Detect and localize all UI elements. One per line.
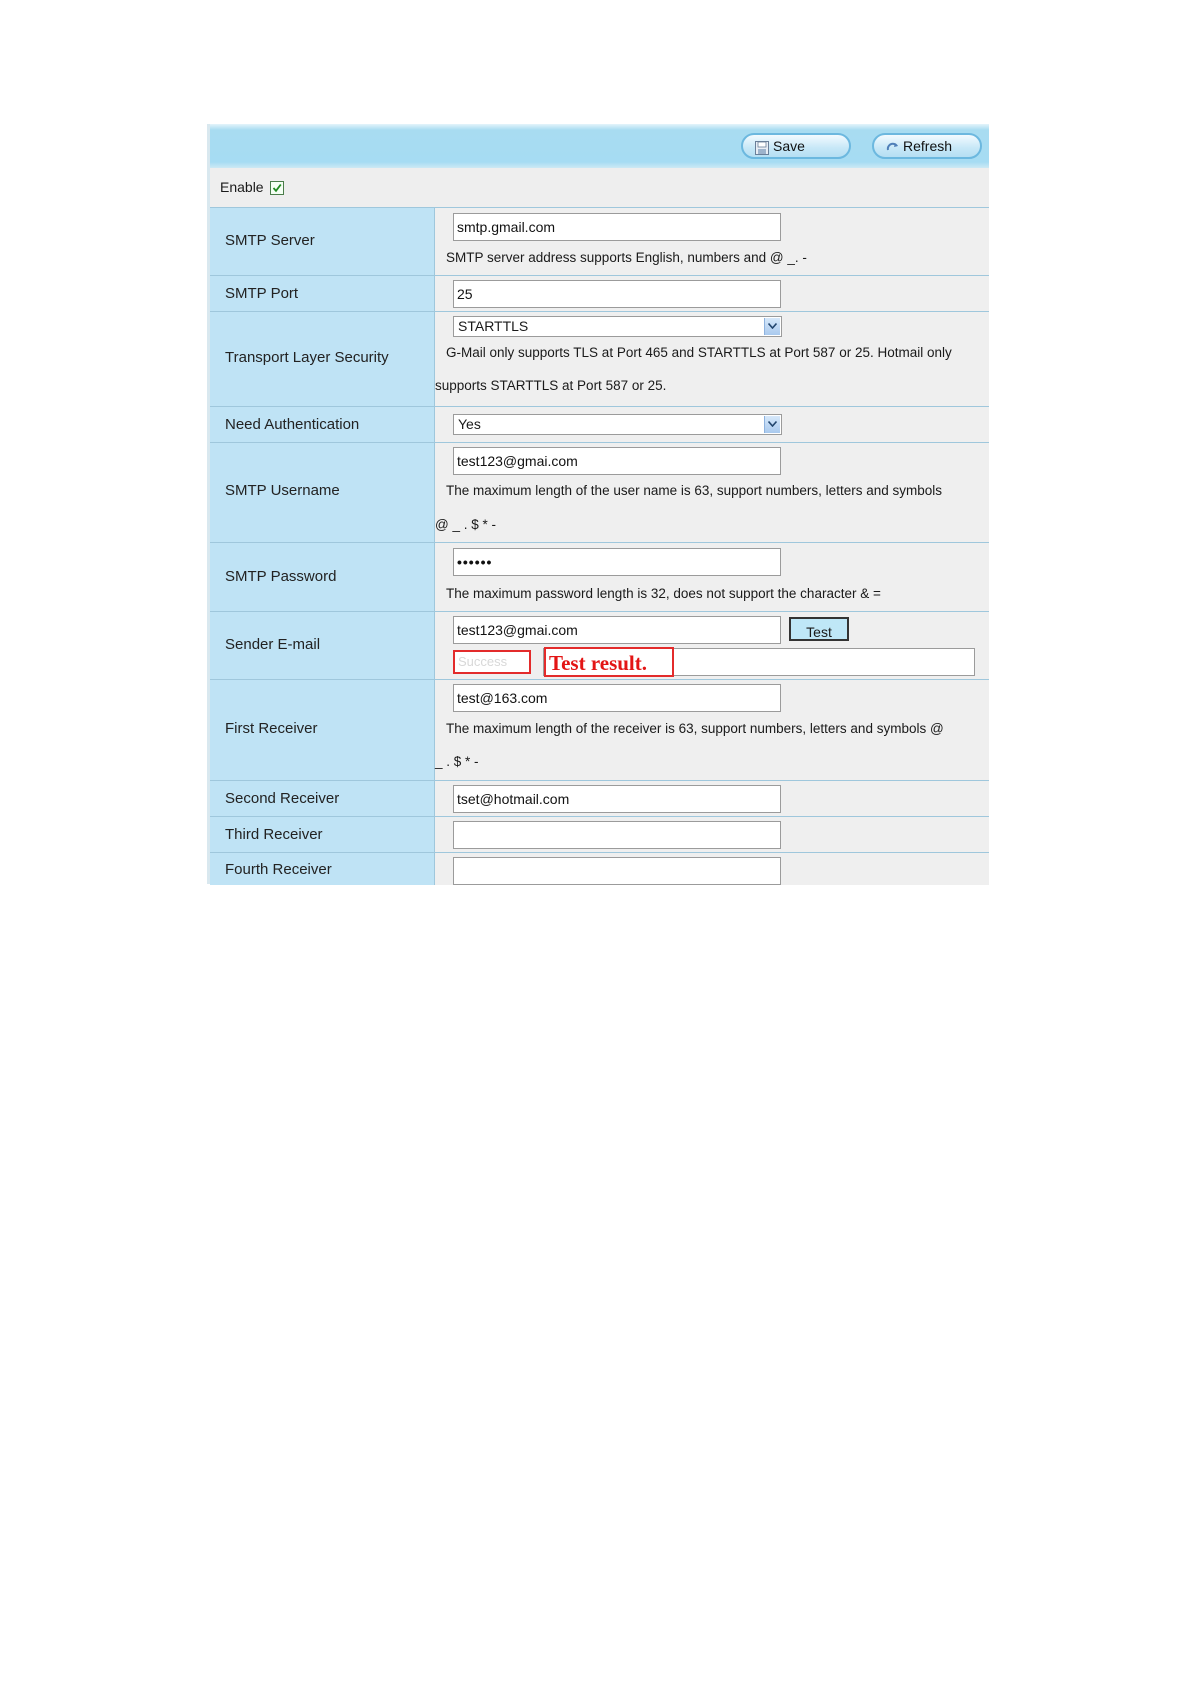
email-settings-panel [207,124,989,884]
test-status-field: Success [453,650,531,674]
save-button[interactable] [741,133,851,159]
smtp-username-hint-line2: @ _ . $ * - [435,517,496,532]
fourth-receiver-label: Fourth Receiver [225,861,332,878]
first-receiver-hint-line1: The maximum length of the receiver is 63, support numbers, letters and symbols @ [446,721,944,736]
row-third-receiver [210,816,989,852]
row-smtp-port [210,275,989,311]
save-icon [755,139,769,153]
refresh-button[interactable] [872,133,982,159]
test-result-annotation: Test result. [544,647,674,677]
smtp-username-hint-line1: The maximum length of the user name is 63, support numbers, letters and symbols [446,483,942,498]
need-auth-select[interactable] [453,414,782,435]
tls-label: Transport Layer Security [225,349,389,366]
first-receiver-label: First Receiver [225,720,318,737]
tls-select-value: STARTTLS [458,318,529,334]
smtp-username-input[interactable]: test123@gmai.com [453,447,781,475]
sender-email-label: Sender E-mail [225,636,321,653]
smtp-password-hint: The maximum password length is 32, does not support the character & = [446,586,881,601]
enable-checkbox[interactable] [270,181,284,195]
test-button[interactable]: Test [789,617,849,641]
tls-hint-line1: G-Mail only supports TLS at Port 465 and STARTTLS at Port 587 or 25. Hotmail only [446,345,952,360]
save-label: Save [773,138,805,154]
refresh-label: Refresh [903,138,953,154]
smtp-server-input[interactable]: smtp.gmail.com [453,213,781,241]
chevron-down-icon [764,318,780,335]
sender-email-input[interactable]: test123@gmai.com [453,616,781,644]
smtp-server-hint: SMTP server address supports English, numbers and @ _. - [446,250,807,265]
need-auth-label: Need Authentication [225,416,360,433]
second-receiver-input[interactable]: tset@hotmail.com [453,785,781,813]
row-need-auth [210,406,989,442]
row-smtp-server [210,207,989,275]
second-receiver-label: Second Receiver [225,790,340,807]
first-receiver-input[interactable]: test@163.com [453,684,781,712]
third-receiver-label: Third Receiver [225,826,323,843]
toolbar [210,124,989,168]
refresh-icon [886,139,900,153]
smtp-port-label: SMTP Port [225,285,299,302]
fourth-receiver-input[interactable] [453,857,781,885]
first-receiver-hint-line2: _ . $ * - [435,754,479,769]
enable-row [210,168,989,207]
smtp-password-input[interactable]: •••••• [453,548,781,576]
tls-hint-line2: supports STARTTLS at Port 587 or 25. [435,378,667,393]
checkmark-icon [272,183,282,193]
need-auth-select-value: Yes [458,416,481,432]
third-receiver-input[interactable] [453,821,781,849]
row-sender-email [210,611,989,679]
enable-label: Enable [220,179,264,195]
row-smtp-password [210,542,989,611]
row-smtp-username [210,442,989,542]
row-fourth-receiver [210,852,989,885]
row-first-receiver [210,679,989,780]
chevron-down-icon [764,416,780,433]
row-tls [210,311,989,406]
smtp-server-label: SMTP Server [225,232,315,249]
tls-select[interactable] [453,316,782,337]
row-second-receiver [210,780,989,816]
smtp-password-label: SMTP Password [225,568,337,585]
smtp-username-label: SMTP Username [225,482,340,499]
smtp-port-input[interactable]: 25 [453,280,781,308]
